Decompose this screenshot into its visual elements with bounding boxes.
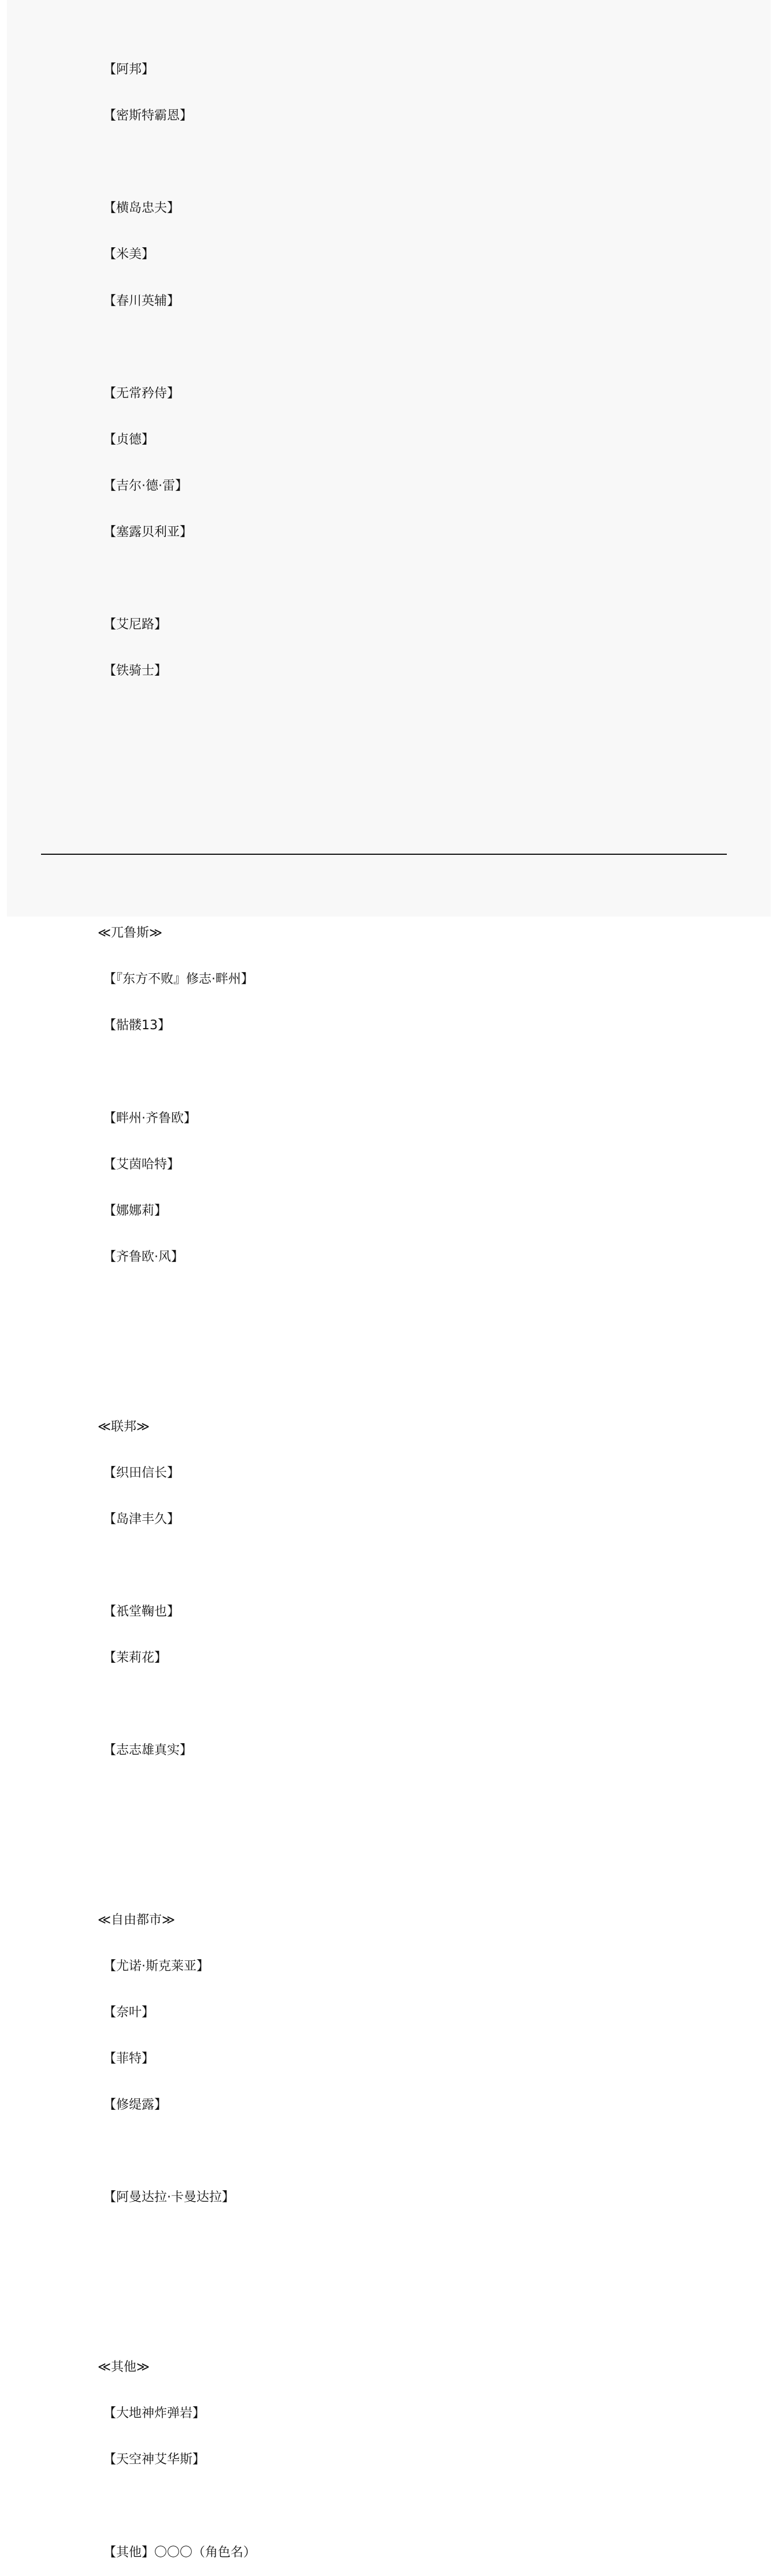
list-item: 【茉莉花】 [103,1651,168,1666]
list-item: 【无常矜侍】 [103,386,180,401]
list-item: 【祇堂鞠也】 [103,1604,180,1619]
section-header: ≪联邦≫ [98,1419,150,1434]
list-item: 【密斯特霸恩】 [103,109,193,124]
list-item: 【齐鲁欧·风】 [103,1249,184,1264]
list-item: 【其他】〇〇〇（角色名） [103,2545,257,2560]
list-item: 【菲特】 [103,2052,155,2067]
list-item: 【岛津丰久】 [103,1512,180,1527]
list-item: 【天空神艾华斯】 [103,2452,206,2467]
list-item: 【大地神炸弹岩】 [103,2406,206,2421]
list-item: 【尤诺·斯克莱亚】 [103,1959,209,1974]
list-item: 【娜娜莉】 [103,1203,168,1218]
list-item: 【贞德】 [103,432,155,447]
list-item: 【骷髅13】 [103,1018,170,1033]
list-item: 【修缇露】 [103,2098,168,2113]
list-item: 【织田信长】 [103,1465,180,1480]
list-item: 【塞露贝利亚】 [103,525,193,540]
list-item: 【米美】 [103,247,155,262]
horizontal-divider [41,854,727,855]
section-header: ≪自由都市≫ [98,1912,176,1927]
list-item: 【春川英辅】 [103,293,180,308]
list-item: 【艾茵哈特】 [103,1157,180,1172]
list-item: 【阿曼达拉·卡曼达拉】 [103,2190,235,2205]
list-item: 【阿邦】 [103,62,155,77]
list-item: 【畔州·齐鲁欧】 [103,1111,196,1126]
list-item: 【横岛忠夫】 [103,201,180,216]
section-header: ≪其他≫ [98,2360,150,2375]
list-item: 【『东方不败』修志·畔州】 [103,972,254,987]
list-item: 【奈叶】 [103,2005,155,2020]
list-item: 【志志雄真实】 [103,1743,193,1758]
list-item: 【吉尔·德·雷】 [103,478,188,493]
list-item: 【铁骑士】 [103,664,168,679]
character-list [98,16,256,2576]
list-item: 【艾尼路】 [103,617,168,632]
section-header: ≪兀鲁斯≫ [98,926,163,941]
